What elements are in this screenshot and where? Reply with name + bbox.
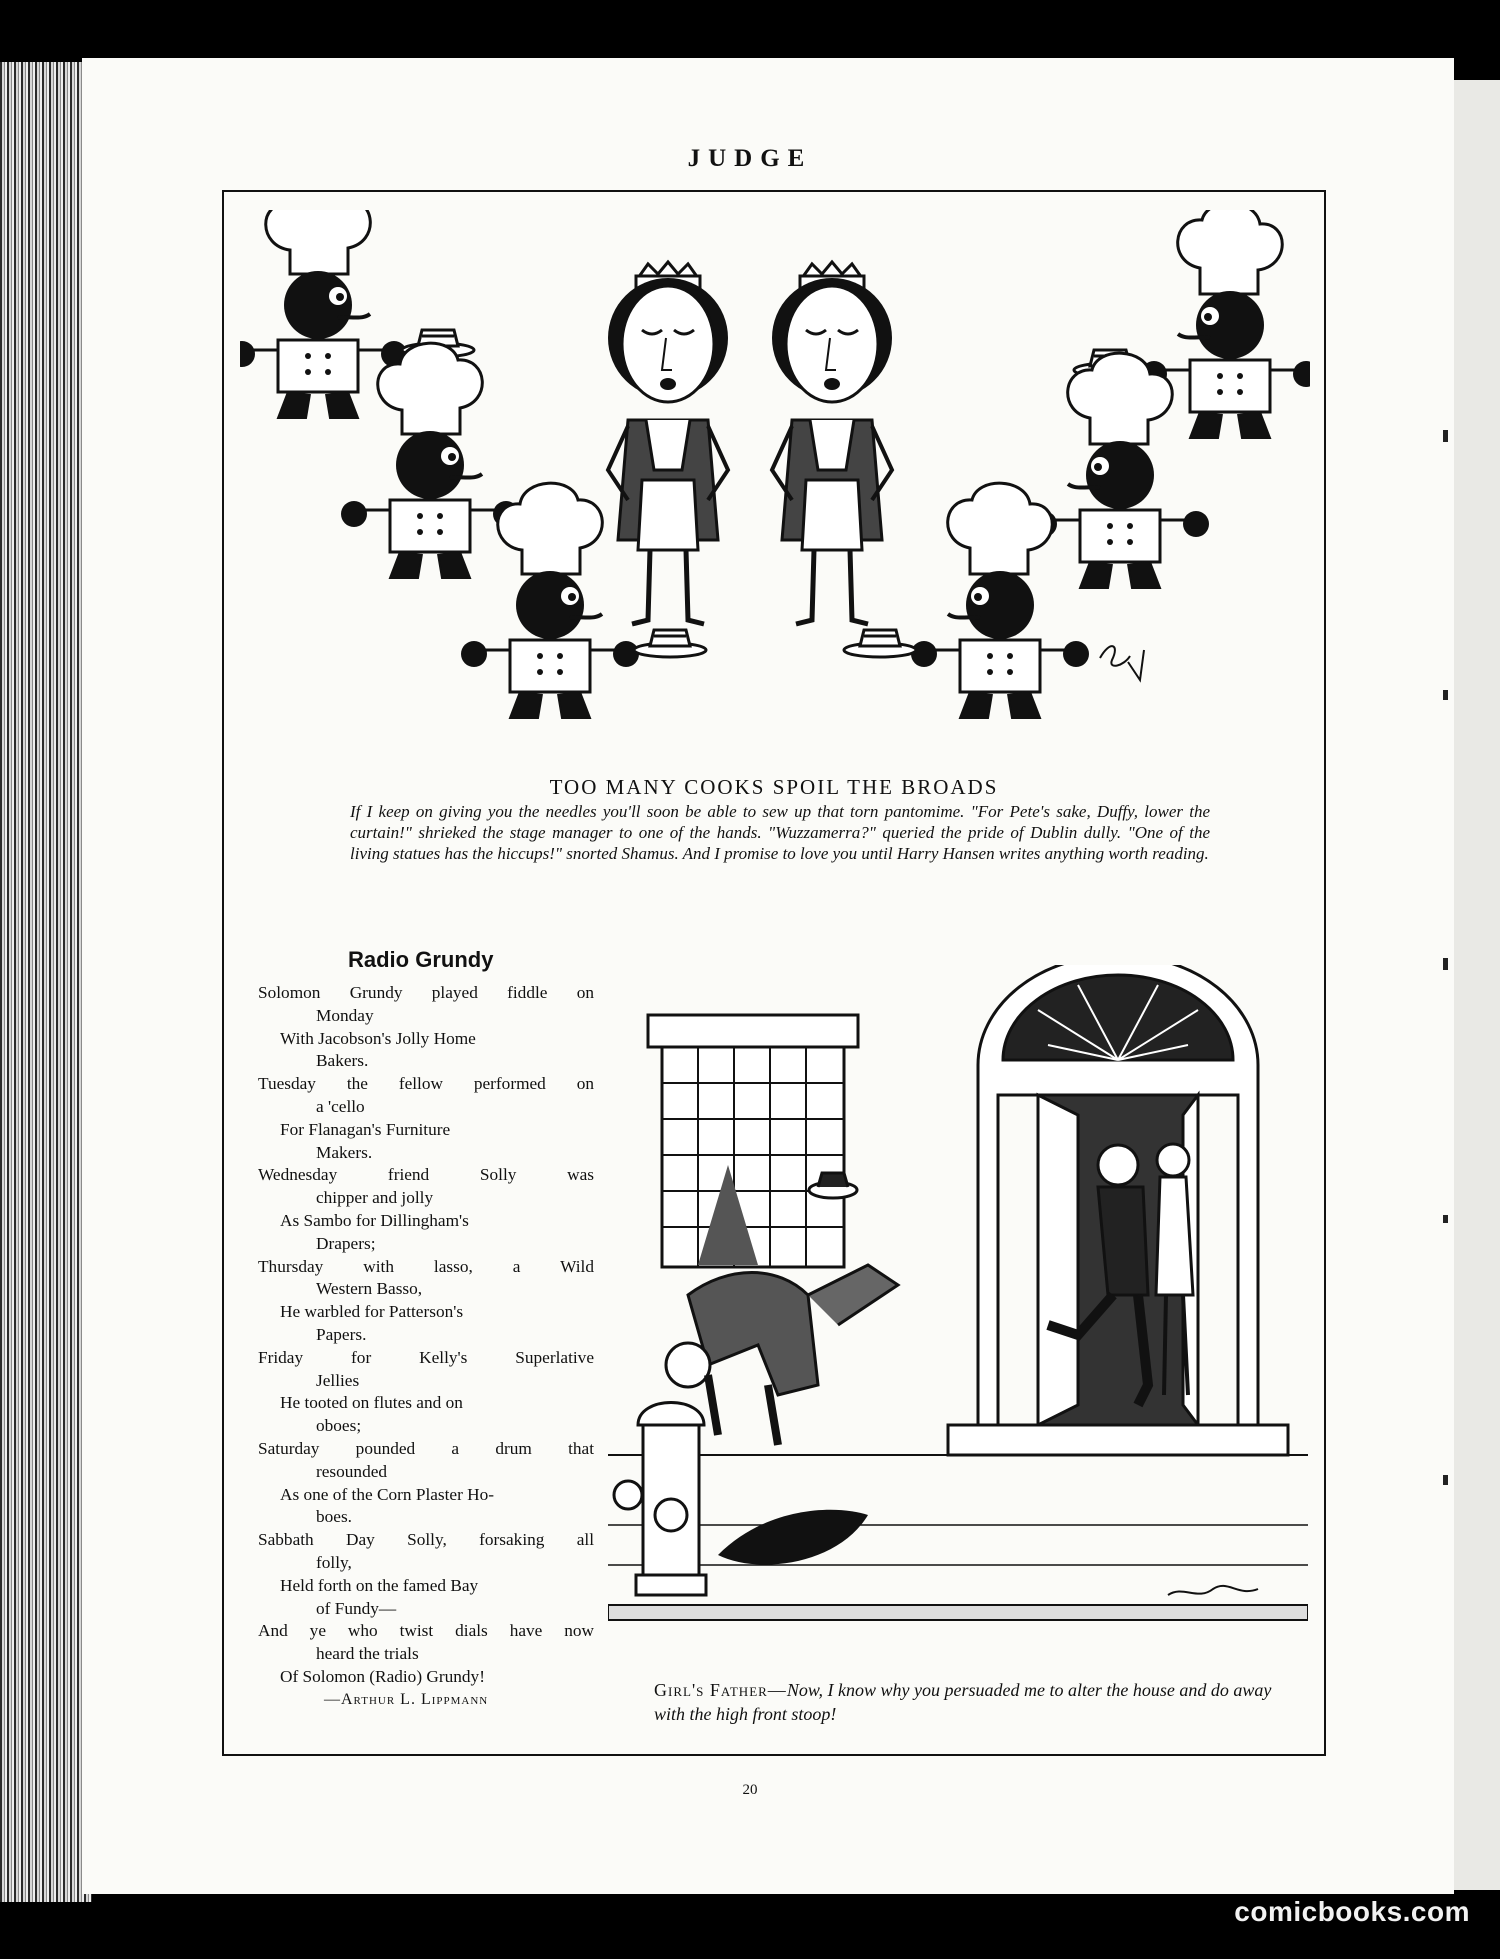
poem-line: a 'cello [316,1096,365,1116]
cooks-cartoon-illustration [240,210,1310,770]
poem-line: Western Basso, [316,1279,423,1299]
poem-line: Saturday pounded a drum that [258,1438,594,1458]
poem-line: chipper and jolly [316,1188,434,1208]
poem-line: Makers. [316,1142,373,1162]
facing-page-edge [1454,80,1500,1890]
poem-line: Of Solomon (Radio) Grundy! [280,1666,485,1686]
poem-line: Bakers. [316,1051,369,1071]
poem-line: folly, [316,1552,352,1572]
poem-line: heard the trials [316,1644,419,1664]
page-number: 20 [742,1782,758,1798]
poem-line: Thursday with lasso, a Wild [258,1256,594,1276]
maid-figure-right [772,262,892,624]
poem-line: Held forth on the famed Bay [280,1575,479,1595]
poem-line: With Jacobson's Jolly Home [280,1028,476,1048]
cartoon-title: TOO MANY COOKS SPOIL THE BROADS [549,775,999,799]
window [648,1015,858,1267]
poem-line: As one of the Corn Plaster Ho- [280,1484,495,1504]
poem-line: Jellies [316,1370,360,1390]
poem-line: resounded [316,1461,388,1481]
poem-line: Papers. [316,1324,367,1344]
poem-line: As Sambo for Dillingham's [280,1210,469,1230]
poem-line: Solomon Grundy played fiddle on [258,983,594,1002]
poem-line: Wednesday friend Solly was [258,1165,594,1185]
poem-title: Radio Grundy [348,947,494,972]
poem-line: He warbled for Patterson's [280,1302,464,1322]
poem-line: Drapers; [316,1233,376,1253]
caption-speaker: Girl's Father— [654,1680,787,1700]
poem-body [258,982,594,1711]
poem-line: Monday [316,1005,374,1025]
poem-attribution: —Arthur L. Lippmann [324,1690,489,1708]
artist-signature [1100,646,1144,680]
site-watermark: comicbooks.com [1234,1896,1470,1927]
poem-line: oboes; [316,1416,362,1436]
maid-figure-left [608,262,728,624]
poem-line: boes. [316,1507,352,1527]
poem-line: And ye who twist dials have now [258,1621,594,1641]
cartoon-dialogue-caption [654,1678,1294,1726]
cartoon-caption-text: If I keep on giving you the needles you'll soon be able to sew up that torn pantomime. "For Pete's sake, Duffy, lower the curtain!" shrieked the stage manager to one of the hands. "Wuzzamerra?" queried the pride of Dublin dully. "One of the living statues has the hiccups!" snorted Shamus. And I promise to love you until Harry Hansen writes anything worth reading. [350,802,1210,863]
poem-line: For Flanagan's Furniture [280,1119,451,1139]
caption-speech: Now, I know why you persuaded me to alter the house and do away with the high front stoop! [654,1680,1272,1724]
running-head: JUDGE [687,145,813,172]
book-page-edges [0,62,92,1902]
poem-line: Sabbath Day Solly, forsaking all [258,1530,594,1550]
poem-line: Friday for Kelly's Superlative [258,1347,594,1367]
front-stoop-cartoon-illustration [608,965,1308,1665]
poem-line: Tuesday the fellow performed on [258,1074,594,1094]
poem-line: of Fundy— [316,1598,397,1618]
poem-line: He tooted on flutes and on [280,1393,463,1413]
